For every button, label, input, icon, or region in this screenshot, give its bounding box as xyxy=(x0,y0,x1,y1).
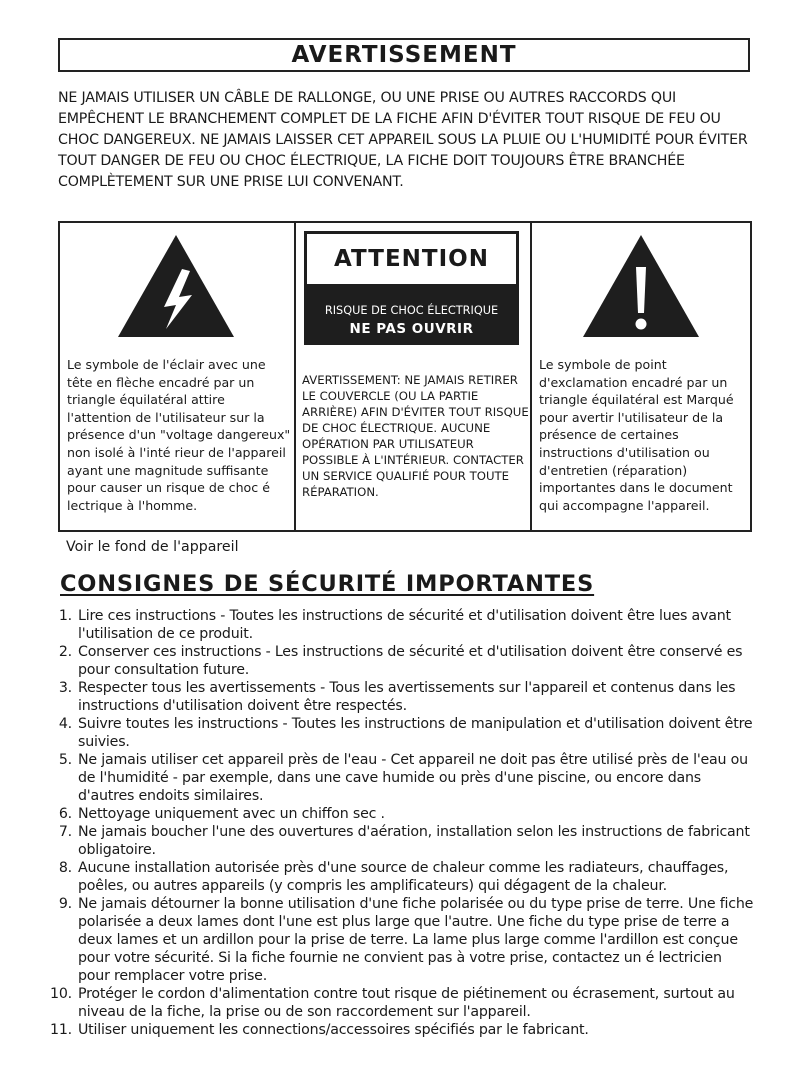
attention-label-title: ATTENTION xyxy=(334,246,489,272)
list-item xyxy=(30,985,756,1021)
rule-number: 5. xyxy=(58,752,72,768)
rule-number: 6. xyxy=(58,806,72,822)
warning-title: AVERTISSEMENT xyxy=(291,42,517,68)
see-bottom-note: Voir le fond de l'appareil xyxy=(66,539,239,555)
exclamation-warning-icon xyxy=(581,233,701,339)
attention-label-do-not-open: NE PAS OUVRIR xyxy=(349,321,474,337)
rule-text: Suivre toutes les instructions - Toutes les instructions de manipulation et d'utilisation doivent être suivies. xyxy=(78,716,753,750)
exclamation-panel xyxy=(532,223,750,530)
rule-text: Aucune installation autorisée près d'une source de chaleur comme les radiateurs, chauffages, poêles, ou autres appareils (y compris les amplificateurs) qui dégagent de la chaleur. xyxy=(78,860,729,894)
rule-text: Ne jamais utiliser cet appareil près de l'eau - Cet appareil ne doit pas être utilisé près de l'eau ou de l'humidité - par exemple, dans une cave humide ou près d'une piscine, ou encore dans d'autres endoits similaires. xyxy=(78,752,748,804)
list-item xyxy=(30,715,756,751)
rule-text: Respecter tous les avertissements - Tous les avertissements sur l'appareil et contenus dans les instructions d'utilisation doivent être respectés. xyxy=(78,680,736,714)
rule-number: 2. xyxy=(58,644,72,660)
rule-number: 4. xyxy=(58,716,72,732)
lightning-panel xyxy=(60,223,296,530)
rule-number: 7. xyxy=(58,824,72,840)
list-item xyxy=(30,1021,756,1039)
rule-text: Nettoyage uniquement avec un chiffon sec . xyxy=(78,806,385,822)
list-item xyxy=(30,823,756,859)
list-item xyxy=(30,859,756,895)
attention-label xyxy=(304,231,519,345)
list-item xyxy=(30,679,756,715)
rule-text: Conserver ces instructions - Les instructions de sécurité et d'utilisation doivent être conservé es pour consultation future. xyxy=(78,644,743,678)
list-item xyxy=(30,895,756,985)
list-item xyxy=(30,751,756,805)
safety-rules-list xyxy=(30,607,756,1039)
rule-number: 3. xyxy=(58,680,72,696)
section-title: CONSIGNES DE SÉCURITÉ IMPORTANTES xyxy=(60,571,595,597)
attention-label-risk: RISQUE DE CHOC ÉLECTRIQUE xyxy=(324,304,499,317)
rule-text: Ne jamais boucher l'une des ouvertures d'aération, installation selon les instructions de fabricant obligatoire. xyxy=(78,824,750,858)
lightning-description: Le symbole de l'éclair avec une tête en flèche encadré par un triangle équilatéral attire l'attention de l'utilisateur sur la présence d'un "voltage dangereux" non isolé à l'inté rieur de l'appareil ayant une magnitude suffisante pour causer un risque de choc é lectrique à l'homme. xyxy=(67,357,291,513)
list-item xyxy=(30,643,756,679)
warning-paragraph: NE JAMAIS UTILISER UN CÂBLE DE RALLONGE, OU UNE PRISE OU AUTRES RACCORDS QUI EMPÊCHENT LE BRANCHEMENT COMPLET DE LA FICHE AFIN D'ÉVITER TOUT RISQUE DE FEU OU CHOC DANGEREUX. NE JAMAIS LAISSER CET APPAREIL SOUS LA PLUIE OU L'HUMIDITÉ POUR ÉVITER TOUT DANGER DE FEU OU CHOC ÉLECTRIQUE, LA FICHE DOIT TOUJOURS ÊTRE BRANCHÉE COMPLÈTEMENT SUR UNE PRISE LUI CONVENANT. xyxy=(58,90,748,190)
rule-number: 9. xyxy=(58,896,72,912)
list-item xyxy=(30,805,756,823)
rule-number: 8. xyxy=(58,860,72,876)
warning-title-box xyxy=(58,38,750,72)
rule-text: Lire ces instructions - Toutes les instructions de sécurité et d'utilisation doivent être lues avant l'utilisation de ce produit. xyxy=(78,608,731,642)
lightning-warning-icon xyxy=(116,233,236,339)
exclamation-description: Le symbole de point d'exclamation encadré par un triangle équilatéral est Marqué pour avertir l'utilisateur de la présence de certaines instructions d'utilisation ou d'entretien (réparation) importantes dans le document qui accompagne l'appareil. xyxy=(539,357,734,513)
rule-text: Utiliser uniquement les connections/accessoires spécifiés par le fabricant. xyxy=(78,1022,589,1038)
rule-text: Protéger le cordon d'alimentation contre tout risque de piétinement ou écrasement, surtout au niveau de la fiche, la prise ou de son raccordement sur l'appareil. xyxy=(78,986,735,1020)
rule-text: Ne jamais détourner la bonne utilisation d'une fiche polarisée ou du type prise de terre. Une fiche polarisée a deux lames dont l'une est plus large que l'autre. Une fiche du type prise de terre a deux lames et un ardillon pour la prise de terre. La lame plus large comme l'ardillon est conçue pour votre sécurité. Si la fiche fournie ne convient pas à votre prise, contactez un é lectricien pour remplacer votre prise. xyxy=(78,896,754,984)
rule-number: 11. xyxy=(50,1022,72,1038)
attention-panel xyxy=(296,223,532,530)
safety-symbols-panel xyxy=(58,221,752,532)
list-item xyxy=(30,607,756,643)
rule-number: 1. xyxy=(58,608,72,624)
attention-description: AVERTISSEMENT: NE JAMAIS RETIRER LE COUVERCLE (OU LA PARTIE ARRIÈRE) AFIN D'ÉVITER TOUT RISQUE DE CHOC ÉLECTRIQUE. AUCUNE OPÉRATION PAR UTILISATEUR POSSIBLE À L'INTÉRIEUR. CONTACTER UN SERVICE QUALIFIÉ POUR TOUTE RÉPARATION. xyxy=(302,373,529,499)
rule-number: 10. xyxy=(50,986,72,1002)
